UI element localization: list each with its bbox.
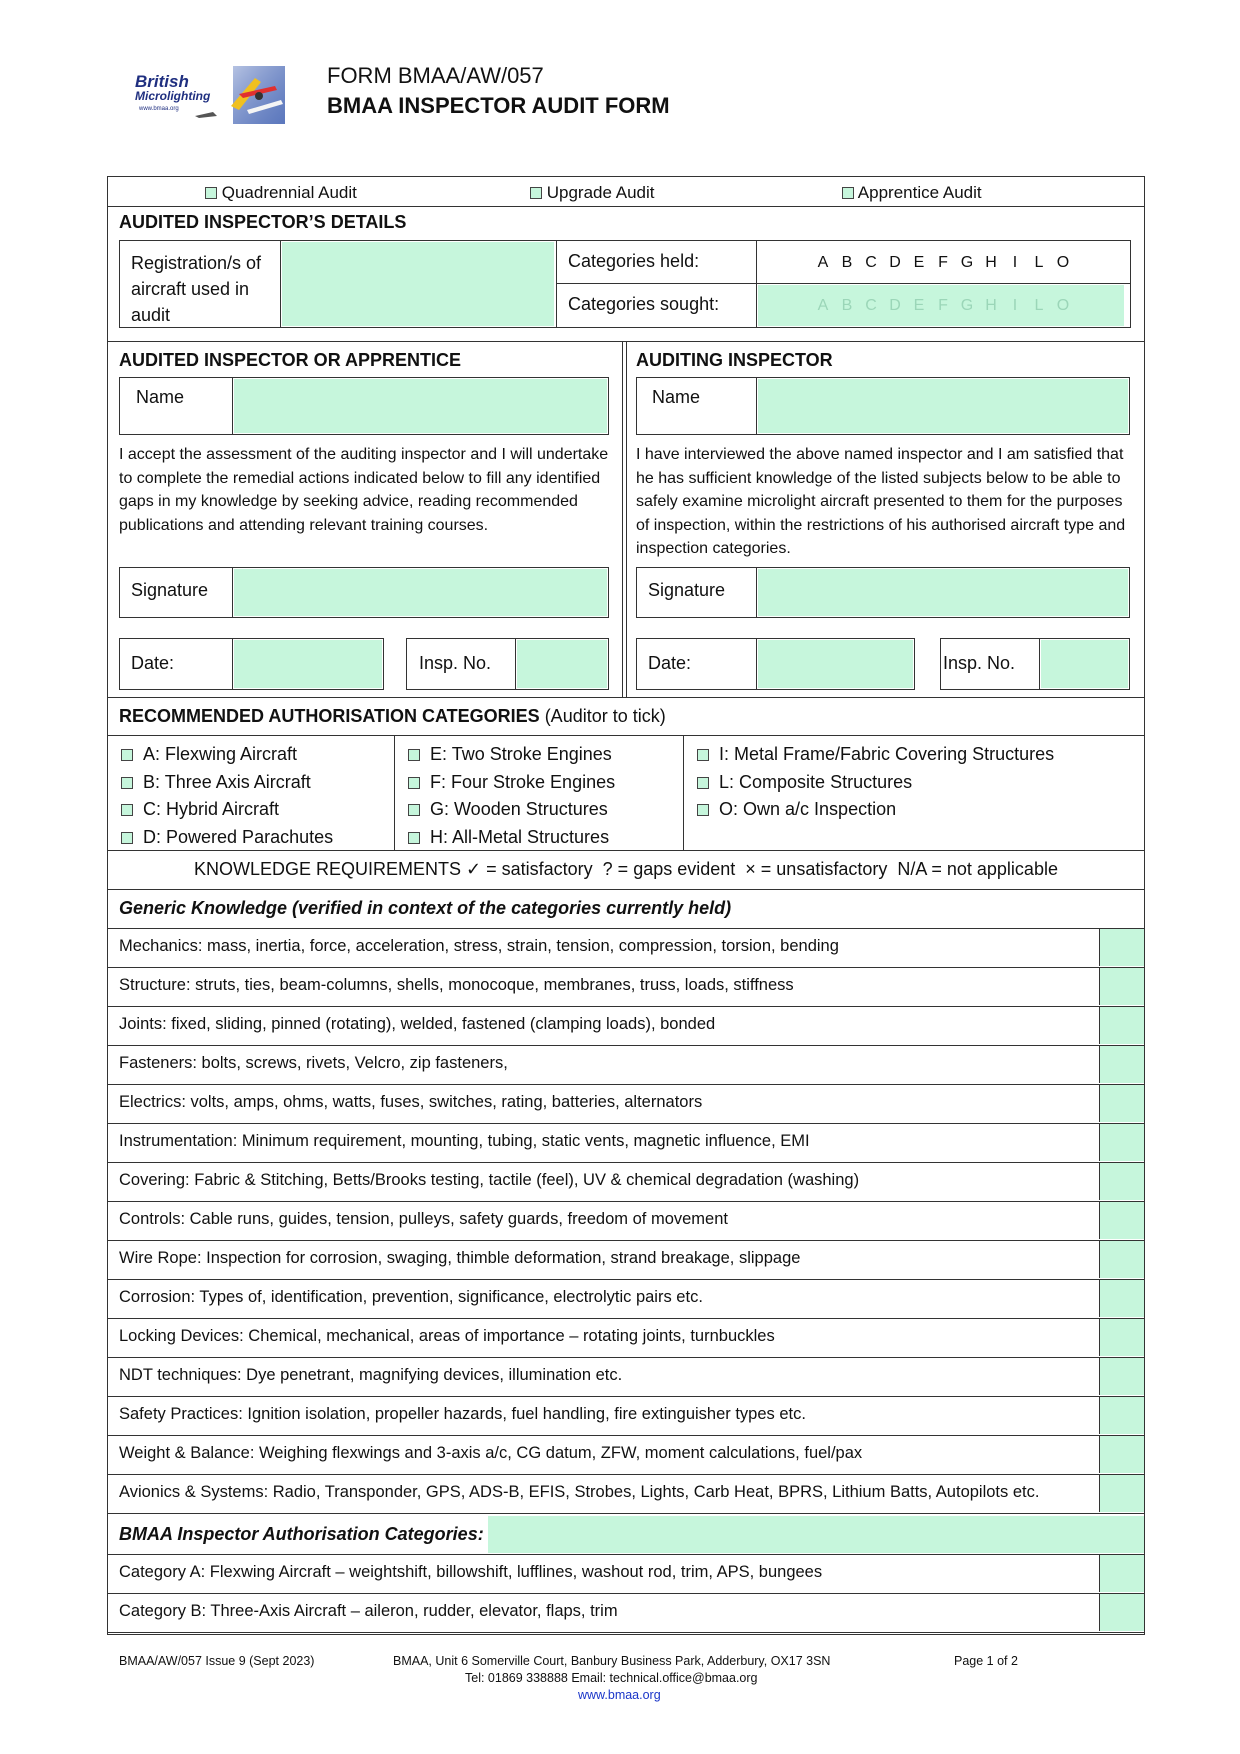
audited-statement: I accept the assessment of the auditing inspector and I will undertake to complete the remedial actions indicated below to fill any identified gaps in my knowledge by seeking advice, reading recommended publications and attending relevant training courses. xyxy=(119,446,609,534)
form-title: BMAA INSPECTOR AUDIT FORM xyxy=(327,93,670,118)
generic-title: Generic Knowledge (verified in context of the categories currently held) xyxy=(119,898,732,918)
generic-knowledge-text: Avionics & Systems: Radio, Transponder, GPS, ADS-B, EFIS, Strobes, Lights, Carb Heat, BPRS, Lithium Batts, Autopilots etc. xyxy=(119,1483,1040,1501)
generic-knowledge-row xyxy=(108,1319,1144,1358)
generic-knowledge-row xyxy=(108,1397,1144,1436)
upgrade-label: Upgrade Audit xyxy=(546,183,655,202)
knowledge-legend: KNOWLEDGE REQUIREMENTS ✓ = satisfactory ? = gaps evident × = unsatisfactory N/A = not applicable xyxy=(194,859,1058,879)
logo-text-url: www.bmaa.org xyxy=(139,106,179,112)
generic-knowledge-text: Safety Practices: Ignition isolation, propeller hazards, fuel handling, fire extinguisher types etc. xyxy=(119,1405,806,1423)
audited-insp-label: Insp. No. xyxy=(419,653,492,673)
generic-knowledge-assessment-field[interactable] xyxy=(1099,1436,1144,1473)
auditing-name-label: Name xyxy=(652,387,701,407)
generic-knowledge-row xyxy=(108,1007,1144,1046)
recommended-col-2 xyxy=(408,741,615,851)
audit-type-apprentice[interactable] xyxy=(842,183,982,203)
rec-cat-e[interactable]: E: Two Stroke Engines xyxy=(408,741,615,769)
generic-knowledge-row xyxy=(108,1280,1144,1319)
audited-signature-label: Signature xyxy=(131,580,209,600)
rec-cat-l[interactable]: L: Composite Structures xyxy=(697,769,1054,797)
generic-knowledge-assessment-field[interactable] xyxy=(1099,1475,1144,1512)
generic-knowledge-text: Covering: Fabric & Stitching, Betts/Brooks testing, tactile (feel), UV & chemical degradation (washing) xyxy=(119,1171,860,1189)
categories-title: BMAA Inspector Authorisation Categories: xyxy=(119,1524,484,1544)
generic-knowledge-row xyxy=(108,1436,1144,1475)
rec-cat-e-checkbox[interactable] xyxy=(408,749,420,761)
generic-knowledge-assessment-field[interactable] xyxy=(1099,1124,1144,1161)
quadrennial-label: Quadrennial Audit xyxy=(221,183,357,202)
generic-knowledge-assessment-field[interactable] xyxy=(1099,1007,1144,1044)
rec-cat-h-checkbox[interactable] xyxy=(408,832,420,844)
audited-insp-field[interactable] xyxy=(517,640,607,688)
rec-cat-f-checkbox[interactable] xyxy=(408,777,420,789)
footer-website-link[interactable]: www.bmaa.org xyxy=(578,1688,661,1702)
category-knowledge-text: Category B: Three-Axis Aircraft – aileron, rudder, elevator, flaps, trim xyxy=(119,1602,618,1620)
audit-type-upgrade[interactable] xyxy=(530,183,654,203)
auditing-signature-label: Signature xyxy=(648,580,726,600)
generic-knowledge-row xyxy=(108,1085,1144,1124)
apprentice-label: Apprentice Audit xyxy=(857,183,982,202)
category-knowledge-assessment-field[interactable] xyxy=(1099,1594,1144,1631)
rec-cat-d[interactable]: D: Powered Parachutes xyxy=(121,824,333,852)
logo-text-microlighting: Microlighting xyxy=(135,89,211,103)
rec-cat-c[interactable]: C: Hybrid Aircraft xyxy=(121,796,333,824)
registration-label: Registration/s of aircraft used in audit xyxy=(131,253,262,325)
generic-knowledge-text: Locking Devices: Chemical, mechanical, areas of importance – rotating joints, turnbuckles xyxy=(119,1327,775,1345)
auditing-date-field[interactable] xyxy=(758,640,913,688)
audited-name-label: Name xyxy=(136,387,185,407)
auditing-title: AUDITING INSPECTOR xyxy=(636,350,833,370)
rec-cat-g[interactable]: G: Wooden Structures xyxy=(408,796,615,824)
recommended-title: RECOMMENDED AUTHORISATION CATEGORIES xyxy=(119,706,540,726)
recommended-col-1 xyxy=(121,741,333,851)
categories-held-field[interactable]: A B C D E F G H I L O xyxy=(817,254,1070,271)
category-knowledge-row xyxy=(108,1594,1144,1633)
generic-knowledge-text: Structure: struts, ties, beam-columns, shells, monocoque, membranes, truss, loads, stiffness xyxy=(119,976,794,994)
upgrade-checkbox[interactable] xyxy=(530,187,542,199)
generic-knowledge-text: NDT techniques: Dye penetrant, magnifying devices, illumination etc. xyxy=(119,1366,623,1384)
generic-knowledge-assessment-field[interactable] xyxy=(1099,1319,1144,1356)
rec-cat-b-checkbox[interactable] xyxy=(121,777,133,789)
generic-knowledge-row xyxy=(108,1124,1144,1163)
form-number: FORM BMAA/AW/057 xyxy=(327,63,544,88)
rec-cat-h[interactable]: H: All-Metal Structures xyxy=(408,824,615,852)
rec-cat-i-checkbox[interactable] xyxy=(697,749,709,761)
generic-knowledge-assessment-field[interactable] xyxy=(1099,929,1144,966)
generic-knowledge-row xyxy=(108,929,1144,968)
audited-date-field[interactable] xyxy=(234,640,382,688)
rec-cat-a-checkbox[interactable] xyxy=(121,749,133,761)
generic-knowledge-assessment-field[interactable] xyxy=(1099,1046,1144,1083)
bmaa-logo xyxy=(135,66,290,124)
footer-address: BMAA, Unit 6 Somerville Court, Banbury Business Park, Adderbury, OX17 3SN xyxy=(393,1654,831,1668)
auditing-name-field[interactable] xyxy=(758,379,1128,433)
rec-cat-g-checkbox[interactable] xyxy=(408,804,420,816)
rec-cat-c-checkbox[interactable] xyxy=(121,804,133,816)
category-knowledge-assessment-field[interactable] xyxy=(1099,1555,1144,1592)
generic-knowledge-text: Wire Rope: Inspection for corrosion, swaging, thimble deformation, strand breakage, slippage xyxy=(119,1249,801,1267)
auditing-insp-field[interactable] xyxy=(1041,640,1128,688)
category-knowledge-row xyxy=(108,1555,1144,1594)
audited-signature-field[interactable] xyxy=(234,569,607,616)
generic-knowledge-text: Fasteners: bolts, screws, rivets, Velcro, zip fasteners, xyxy=(119,1054,508,1072)
generic-knowledge-assessment-field[interactable] xyxy=(1099,968,1144,1005)
generic-knowledge-assessment-field[interactable] xyxy=(1099,1202,1144,1239)
audited-title: AUDITED INSPECTOR OR APPRENTICE xyxy=(119,350,462,370)
generic-knowledge-row xyxy=(108,1046,1144,1085)
generic-knowledge-text: Instrumentation: Minimum requirement, mounting, tubing, static vents, magnetic influence, EMI xyxy=(119,1132,810,1150)
recommended-col-3 xyxy=(697,741,1054,824)
categories-title-fill xyxy=(488,1516,1144,1553)
rec-cat-f[interactable]: F: Four Stroke Engines xyxy=(408,769,615,797)
audited-date-label: Date: xyxy=(131,653,175,673)
apprentice-checkbox[interactable] xyxy=(842,187,854,199)
generic-knowledge-text: Controls: Cable runs, guides, tension, pulleys, safety guards, freedom of movement xyxy=(119,1210,728,1228)
generic-knowledge-row xyxy=(108,968,1144,1007)
rec-cat-l-checkbox[interactable] xyxy=(697,777,709,789)
registration-field[interactable] xyxy=(282,242,554,326)
recommended-note: (Auditor to tick) xyxy=(544,706,666,726)
recommended-header xyxy=(119,706,666,727)
details-title: AUDITED INSPECTOR’S DETAILS xyxy=(119,212,407,232)
generic-knowledge-assessment-field[interactable] xyxy=(1099,1085,1144,1122)
generic-knowledge-text: Weight & Balance: Weighing flexwings and 3-axis a/c, CG datum, ZFW, moment calculations, fuel/pax xyxy=(119,1444,863,1462)
audit-type-quadrennial[interactable] xyxy=(205,183,357,203)
generic-knowledge-row xyxy=(108,1163,1144,1202)
rec-cat-a[interactable]: A: Flexwing Aircraft xyxy=(121,741,333,769)
rec-cat-o-checkbox[interactable] xyxy=(697,804,709,816)
category-knowledge-text: Category A: Flexwing Aircraft – weightshift, billowshift, lufflines, washout rod, trim, APS, bungees xyxy=(119,1563,823,1581)
footer-page: Page 1 of 2 xyxy=(954,1654,1018,1668)
rec-cat-o[interactable]: O: Own a/c Inspection xyxy=(697,796,1054,824)
generic-knowledge-text: Corrosion: Types of, identification, prevention, significance, electrolytic pairs etc. xyxy=(119,1288,703,1306)
rec-cat-b[interactable]: B: Three Axis Aircraft xyxy=(121,769,333,797)
generic-knowledge-row xyxy=(108,1475,1144,1514)
generic-knowledge-row xyxy=(108,1202,1144,1241)
categories-sought-letters: A B C D E F G H I L O xyxy=(817,297,1070,314)
rec-cat-i[interactable]: I: Metal Frame/Fabric Covering Structures xyxy=(697,741,1054,769)
categories-sought-label: Categories sought: xyxy=(568,294,720,314)
categories-held-label: Categories held: xyxy=(568,251,700,271)
categories-title-row xyxy=(108,1516,1144,1555)
footer-contact: Tel: 01869 338888 Email: technical.office@bmaa.org xyxy=(465,1671,758,1685)
audited-name-field[interactable] xyxy=(234,379,607,433)
generic-knowledge-assessment-field[interactable] xyxy=(1099,1358,1144,1395)
generic-knowledge-row xyxy=(108,1358,1144,1397)
generic-knowledge-text: Joints: fixed, sliding, pinned (rotating), welded, fastened (clamping loads), bonded xyxy=(119,1015,716,1033)
generic-knowledge-assessment-field[interactable] xyxy=(1099,1163,1144,1200)
generic-knowledge-assessment-field[interactable] xyxy=(1099,1241,1144,1278)
generic-knowledge-text: Electrics: volts, amps, ohms, watts, fuses, switches, rating, batteries, alternators xyxy=(119,1093,703,1111)
generic-knowledge-assessment-field[interactable] xyxy=(1099,1280,1144,1317)
auditing-insp-label: Insp. No. xyxy=(943,653,1016,673)
footer-issue: BMAA/AW/057 Issue 9 (Sept 2023) xyxy=(119,1654,315,1668)
quadrennial-checkbox[interactable] xyxy=(205,187,217,199)
logo-text-british: British xyxy=(135,72,189,91)
rec-cat-d-checkbox[interactable] xyxy=(121,832,133,844)
generic-knowledge-row xyxy=(108,1241,1144,1280)
generic-knowledge-assessment-field[interactable] xyxy=(1099,1397,1144,1434)
auditing-date-label: Date: xyxy=(648,653,692,673)
auditing-statement: I have interviewed the above named inspector and I am satisfied that he has sufficient knowledge of the listed subjects below to be able to safely examine microlight aircraft presented to them for the purposes of inspection, within the restrictions of his authorised aircraft type and inspection categories. xyxy=(636,446,1126,557)
generic-knowledge-text: Mechanics: mass, inertia, force, acceleration, stress, strain, tension, compression, torsion, bending xyxy=(119,937,839,955)
auditing-signature-field[interactable] xyxy=(758,569,1128,616)
